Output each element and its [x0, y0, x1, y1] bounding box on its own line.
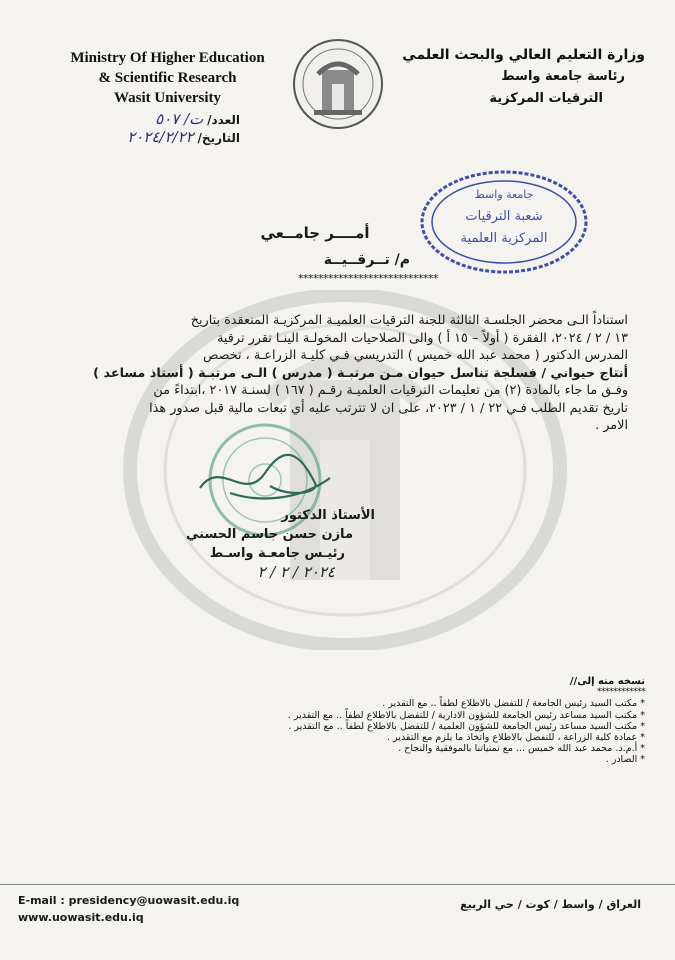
signature-block [155, 506, 375, 582]
order-body [48, 312, 628, 435]
copies-header: نسخه منه إلى// [569, 676, 645, 687]
signatory-name: مازن حسن جاسم الحسني [185, 527, 353, 542]
document-title: أمــــر جامــعي [260, 224, 370, 242]
copy-item: * مكتب السيد مساعد رئيس الجامعة للشؤون الادارية / للتفضل بالاطلاع لطفاً .. مع التقدير . [287, 709, 645, 721]
signature-date: ٢٠٢٤ / ٢ / ٢ [257, 563, 335, 581]
body-line-4: أنتاج حيواني / فسلجة تناسل حيوان مـن مرتبـة ( مدرس ) الـى مرتبـة ( أستاذ مساعد ) [93, 365, 628, 381]
stamp-line-1: جامعة واسط [474, 188, 534, 201]
english-header [40, 48, 295, 108]
stamp-line-3: المركزية العلمية [460, 231, 548, 246]
stamp-line-2: شعبة الترقيات [465, 209, 543, 224]
arabic-header-line-2: رئاسة جامعة واسط [501, 69, 625, 84]
arabic-header [400, 44, 645, 110]
footer-contact [18, 892, 239, 926]
footer-email: E-mail : presidency@uowasit.edu.iq [18, 894, 240, 907]
footer-address: العراق / واسط / كوت / حي الربيع [460, 898, 641, 911]
english-header-line-2: & Scientific Research [98, 70, 237, 86]
blue-stamp [418, 168, 590, 276]
copies-stars: ************ [597, 687, 645, 698]
signatory-position: رئيـس جامعـة واسـط [209, 546, 345, 561]
title-stars: **************************** [298, 272, 438, 285]
copy-item: * الصادر . [605, 754, 645, 766]
document-subject: م/ تــرقــيــة [323, 252, 410, 268]
copies-list [25, 676, 645, 766]
copy-item: * مكتب السيد مساعد رئيس الجامعة للشؤون العلمية / للتفضل بالاطلاع لطفاً .. مع التقدير . [288, 720, 645, 732]
reference-number-label: العدد/ [207, 113, 240, 127]
english-header-line-3: Wasit University [113, 90, 222, 106]
footer-website: www.uowasit.edu.iq [18, 911, 144, 924]
reference-number-value: ت/ ٥٠٧ [155, 110, 204, 128]
university-logo [292, 38, 384, 130]
reference-date [60, 128, 240, 146]
copy-item: * أ.م.د. محمد عبد الله خميس ... مع تمنياتنا بالموفقية والنجاح . [398, 743, 645, 755]
signatory-title: الأستاذ الدكتور [281, 508, 375, 523]
arabic-header-line-1: وزارة التعليم العالي والبحث العلمي [402, 47, 645, 63]
body-line-7: الامر . [595, 418, 628, 433]
footer-divider [0, 884, 675, 885]
copy-item: * عمادة كلية الزراعة ، للتفضل بالاطلاع واتخاذ ما يلزم مع التقدير . [387, 732, 645, 744]
body-line-6: تاريخ تقديم الطلب فـي ٢٢ / ١ / ٢٠٢٣، على ان لا تترتب عليه أي تبعات مالية قبل صدور هذا [149, 400, 628, 416]
copy-item: * مكتب السيد رئيس الجامعة / للتفضل بالاطلاع لطفاً .. مع التقدير . [382, 698, 645, 710]
arabic-header-line-3: الترقيات المركزية [489, 91, 603, 106]
body-line-5: وفـق ما جاء بالمادة (٢) من تعليمات الترقيات العلميـة رقـم ( ١٦٧ ) لسنـة ٢٠١٧ ،ابتداءً من [153, 383, 628, 398]
body-line-2: ١٣ / ٢ / ٢٠٢٤، الفقرة ( أولاً – ١٥ أ ) والى الصلاحيات المخولـة الينـا تقرر ترقية [217, 330, 628, 346]
reference-date-label: التاريخ/ [197, 131, 240, 145]
reference-date-value: ٢٠٢٤/٢/٢٢ [127, 128, 194, 146]
signature-scribble [190, 448, 340, 508]
english-header-line-1: Ministry Of Higher Education [70, 50, 265, 66]
reference-number [60, 110, 240, 128]
body-line-3: المدرس الدكتور ( محمد عبد الله خميس ) التدريسي فـي كليـة الزراعـة ، تخصص [202, 348, 628, 363]
body-line-1: استناداً الـى محضر الجلسـة الثالثة للجنة الترقيات العلميـة المركزيـة المنعقدة بتاريخ [190, 313, 628, 328]
